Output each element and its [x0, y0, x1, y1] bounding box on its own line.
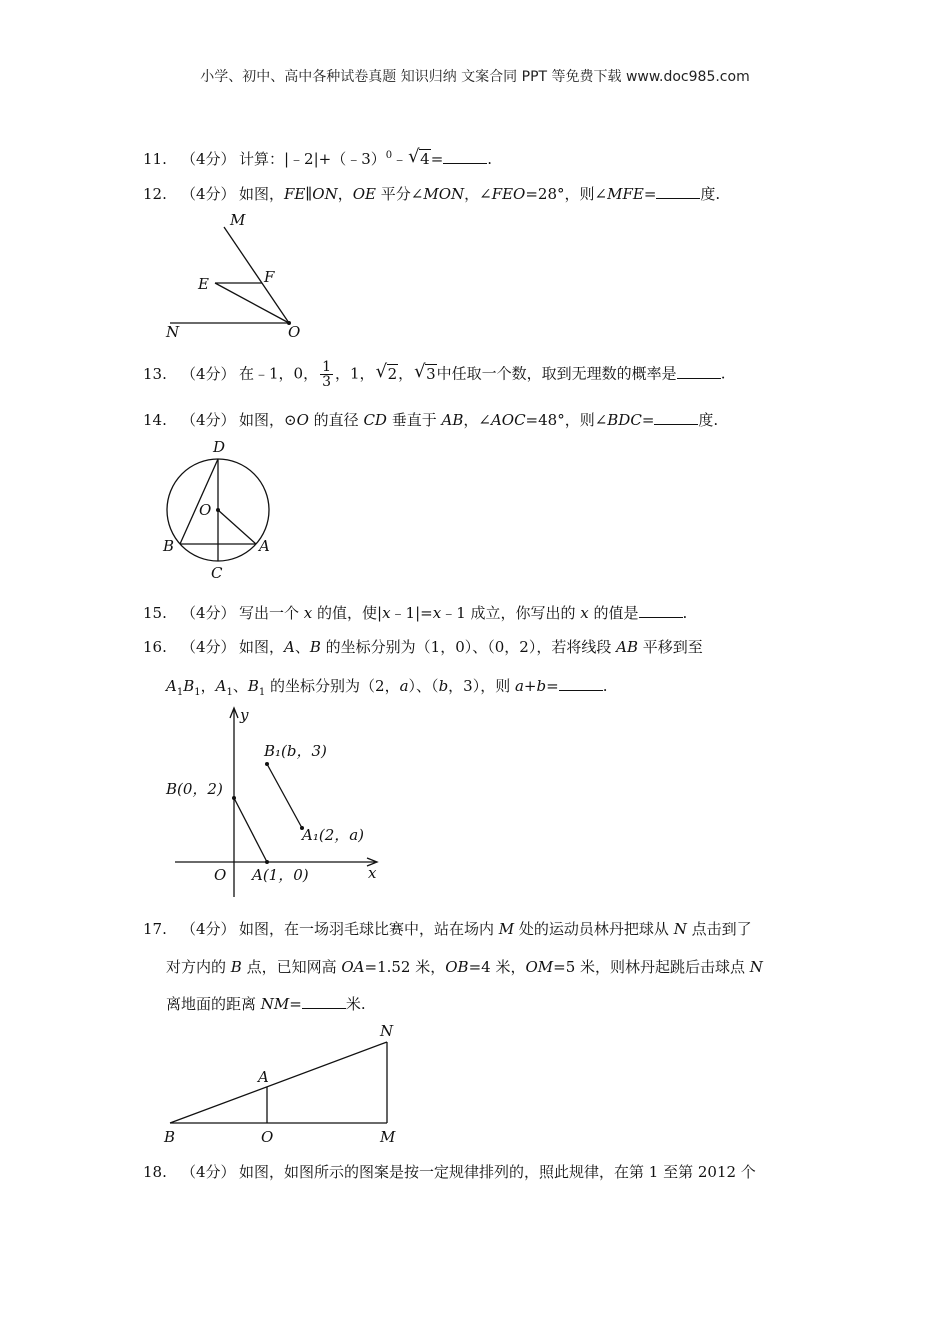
svg-text:N: N: [166, 323, 180, 341]
figure-14: [155, 436, 285, 586]
svg-text:B: B: [163, 537, 175, 555]
svg-text:N: N: [380, 1022, 394, 1040]
svg-text:B₁(b，3): B₁(b，3): [264, 742, 327, 760]
svg-text:A: A: [258, 1068, 269, 1086]
svg-text:A₁(2，a): A₁(2，a): [302, 826, 365, 844]
question-18: 18. （4分） 如图，如图所示的图案是按一定规律排列的，照此规律，在第 1 至第 2012 个: [143, 1163, 756, 1181]
svg-text:y: y: [240, 706, 249, 724]
svg-text:D: D: [213, 438, 226, 456]
sqrt-3: √ 3: [415, 364, 437, 384]
question-16-line-2: $A_1B_1$，$A_1$、$B_1$ 的坐标分别为（2，a）、（b，3），则 a+b= .: [166, 677, 608, 698]
answer-blank-16: [559, 677, 603, 691]
figure-17: [160, 1018, 410, 1148]
page-header: 小学、初中、高中各种试卷真题 知识归纳 文案合同 PPT 等免费下载 www.doc985.com: [200, 69, 750, 85]
answer-blank-11: [443, 150, 487, 164]
svg-text:M: M: [230, 211, 246, 229]
question-17-line-3: 离地面的距离 NM= 米.: [166, 995, 366, 1013]
svg-text:F: F: [264, 268, 275, 286]
figure-16: [160, 702, 390, 902]
sqrt-2: √ 2: [377, 364, 399, 384]
answer-blank-12: [656, 185, 700, 199]
svg-text:O: O: [288, 323, 301, 341]
svg-text:O: O: [261, 1128, 274, 1146]
svg-text:E: E: [198, 275, 209, 293]
answer-blank-15: [639, 604, 683, 618]
svg-text:C: C: [211, 564, 223, 582]
question-15: 15. （4分） 写出一个 x 的值，使|x﹣1|=x﹣1 成立，你写出的 x 的值是 .: [143, 604, 688, 622]
svg-text:A: A: [259, 537, 270, 555]
svg-text:O: O: [214, 866, 227, 884]
question-14: 14. （4分） 如图，⊙O 的直径 CD 垂直于 AB，∠AOC=48°，则∠BDC= 度.: [143, 411, 719, 429]
svg-text:x: x: [368, 864, 377, 882]
answer-blank-17: [302, 995, 346, 1009]
figure-12: [160, 205, 320, 345]
svg-text:A(1，0): A(1，0): [252, 866, 309, 884]
answer-blank-14: [654, 411, 698, 425]
fraction-one-third: $\frac{1}{3}$: [322, 359, 332, 390]
sqrt-4: √ 4: [409, 149, 431, 169]
question-17: 17. （4分） 如图，在一场羽毛球比赛中，站在场内 M 处的运动员林丹把球从 N 点击到了: [143, 920, 752, 938]
svg-text:O: O: [199, 501, 212, 519]
answer-blank-13: [677, 365, 721, 379]
question-16: 16. （4分） 如图，A、B 的坐标分别为（1，0）、（0，2），若将线段 AB 平移到至: [143, 638, 703, 656]
question-13: 13. （4分） 在﹣1，0， $\frac{1}{3}$ ，1，√ 2，√ 3中任取一个数，取到无理数的概率是 .: [143, 360, 725, 389]
question-12: 12. （4分） 如图，FE∥ON，OE 平分∠MON，∠FEO=28°，则∠MFE= 度.: [143, 185, 721, 203]
question-17-line-2: 对方内的 B 点，已知网高 OA=1.52 米，OB=4 米，OM=5 米，则林丹起跳后击球点 N: [166, 958, 763, 976]
svg-text:B(0，2): B(0，2): [166, 780, 223, 798]
question-11: 11. （4分） 计算：|﹣2|+（﹣3）$^0$﹣√ 4= .: [143, 146, 492, 169]
svg-text:B: B: [164, 1128, 176, 1146]
svg-text:M: M: [380, 1128, 396, 1146]
